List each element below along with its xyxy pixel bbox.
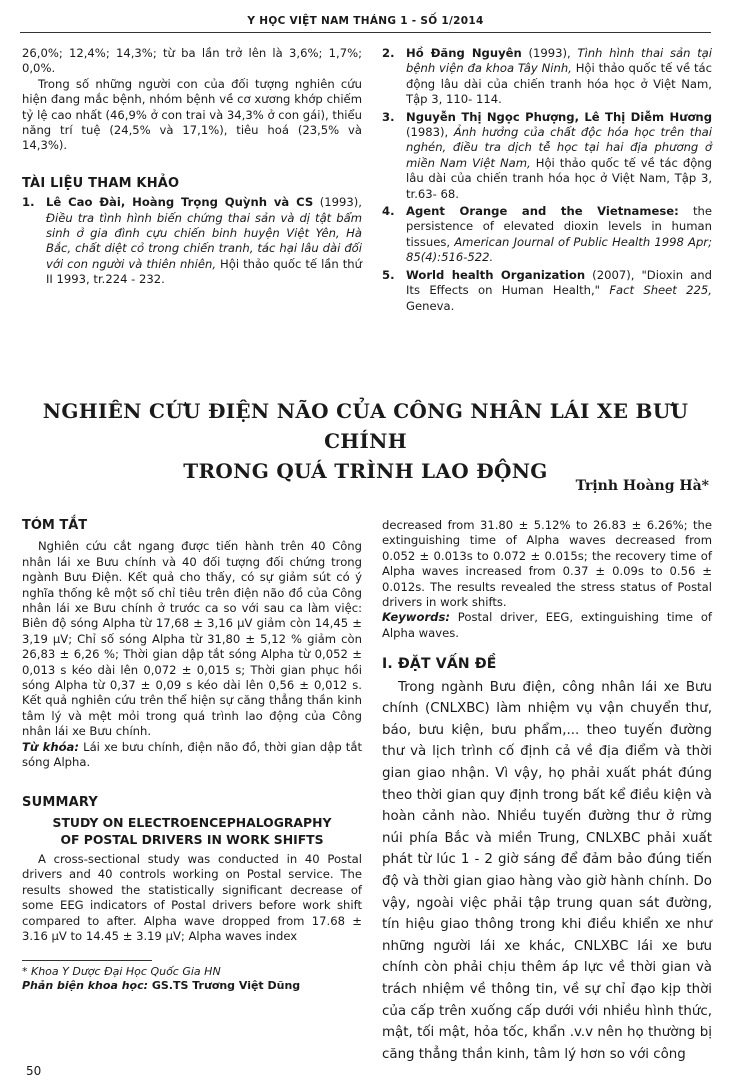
reviewer-label: Phản biện khoa học: <box>22 979 149 993</box>
abstract-keywords <box>22 740 362 771</box>
reference-list <box>22 195 362 287</box>
summary-title-line-2: OF POSTAL DRIVERS IN WORK SHIFTS <box>60 831 324 847</box>
previous-article-conclusion <box>22 46 362 290</box>
introduction-heading: I. ĐẶT VẤN ĐỀ <box>382 656 497 673</box>
summary-continued-column <box>382 518 712 1065</box>
reviewer-name: GS.TS Trương Việt Dũng <box>148 979 301 993</box>
reference-source: Hội thảo quốc tế lần thứ II 1993, tr.224 - 232. <box>46 256 362 287</box>
keywords-label: Từ khóa: <box>22 739 80 754</box>
article-author: Trịnh Hoàng Hà* <box>575 478 709 494</box>
reference-title: Tình hình thai sản tại bệnh viện đa khoa Tây Ninh, <box>406 46 713 76</box>
reference-item <box>22 195 362 287</box>
article-title-line-2: TRONG QUÁ TRÌNH LAO ĐỘNG <box>183 459 548 483</box>
reference-authors: World health Organization <box>406 267 586 282</box>
reference-item <box>382 110 712 202</box>
footnote-divider <box>22 960 152 961</box>
reference-number: 4. <box>382 204 395 219</box>
summary-title-line-1: STUDY ON ELECTROENCEPHALOGRAPHY <box>52 814 332 830</box>
keywords-text: Postal driver, EEG, extinguishing time of Alpha waves. <box>382 610 712 640</box>
reference-year: (1993), <box>313 195 362 210</box>
summary-heading: SUMMARY <box>22 794 98 810</box>
continued-paragraph: 26,0%; 12,4%; 14,3%; từ ba lần trở lên là 3,6%; 1,7%; 0,0%. <box>22 46 362 76</box>
abstract-column <box>22 518 362 993</box>
reference-description: the persistence of elevated dioxin levels in human tissues, <box>406 204 712 249</box>
reference-title: Ảnh hưởng của chất độc hóa học trên thai nghén, điều tra dịch tễ học tại hai địa phương ở miền Nam Việt Nam, <box>406 125 712 170</box>
summary-body-continued: decreased from 31.80 ± 5.12% to 26.83 ± 6.26%; the extinguishing time of Alpha waves decreased from 0.052 ± 0.013s to 0.072 ± 0.015s; the recovery time of Alpha waves increased from 0.37 ± 0.09s to 0.56 ± 0.012s. The results revealed the stress status of Postal drivers in work shifts. <box>382 518 712 610</box>
reference-number: 5. <box>382 267 395 282</box>
summary-keywords <box>382 610 712 641</box>
introduction-body: Trong ngành Bưu điện, công nhân lái xe Bưu chính (CNLXBC) làm nhiệm vụ vận chuyển thư, báo, bưu kiện, bưu phẩm,... theo tuyến đường thư và lịch trình cố định cả về địa điểm và thời gian giao nhận. Vì vậy, họ phải xuất phát đúng theo thời gian quy định trong bất kể điều kiện và hoàn cảnh nào. Nhiều tuyến đường thư ở rừng núi phía Bắc và miền Trung, CNLXBC phải xuất phát từ lúc 1 - 2 giờ sáng để đảm bảo đúng tiến độ và thời gian giao hàng vào giờ hành chính. Do vậy, ngoài việc phải tập trung quan sát đường, tín hiệu giao thông trong khi điều khiển xe như những người lái xe khác, CNLXBC lái xe bưu chính còn phải chịu thêm áp lực về thời gian và trách nhiệm về thông tin, về sự chỉ đạo kịp thời của cấp trên xuống cấp dưới với nhiều hình thức, mật, tối mật, hỏa tốc, khẩn .v.v nên họ thường bị căng thẳng thần kinh, tâm lý hơn so với công <box>382 679 712 1062</box>
reference-source: Hội thảo quốc tế về tác động lâu dài của chiến tranh hóa học ở Việt Nam, Tập 3, tr.63- 68. <box>406 155 712 201</box>
reference-authors: Agent Orange and the Vietnamese: <box>406 204 679 219</box>
reference-source: Geneva. <box>406 298 455 313</box>
reference-year: (1993), <box>521 46 578 60</box>
author-affiliation: * Khoa Y Dược Đại Học Quốc Gia HN <box>22 965 221 979</box>
keywords-label: Keywords: <box>382 610 450 625</box>
conclusion-paragraph: Trong số những người con của đối tượng nghiên cứu hiện đang mắc bệnh, nhóm bệnh về cơ xương khớp chiếm tỷ lệ cao nhất (46,9% ở con trai và 34,3% ở con gái), thiểu năng trí tuệ (24,5% và 17,1%), tiêu hoá (23,5% và 14,3%). <box>22 76 362 153</box>
page-number: 50 <box>26 1064 42 1078</box>
reference-description: (2007), "Dioxin and Its Effects on Human Health," <box>406 267 712 298</box>
article-title-line-1: NGHIÊN CỨU ĐIỆN NÃO CỦA CÔNG NHÂN LÁI XE BƯU CHÍNH <box>42 399 689 453</box>
summary-body: A cross-sectional study was conducted in 40 Postal drivers and 40 controls working on Postal service. The results showed the statistically significant decrease of some EEG indicators of Postal drivers before work shift compared to after. Alpha wave dropped from 17.68 ± 3.16 µV to 14.45 ± 3.19 µV; Alpha waves index <box>22 851 362 943</box>
reference-source: Hội thảo quốc tế về tác động lâu dài của chiến tranh hóa học ở Việt Nam, Tập 3, 110- 114. <box>406 61 712 107</box>
reviewer-note <box>22 979 362 993</box>
reference-number: 1. <box>22 195 35 210</box>
reference-authors: Lê Cao Đài, Hoàng Trọng Quỳnh và CS <box>46 195 314 210</box>
article-title <box>20 396 711 486</box>
reference-year: (1983), <box>406 125 454 140</box>
references-heading: TÀI LIỆU THAM KHẢO <box>22 175 180 191</box>
abstract-heading: TÓM TẮT <box>22 518 88 533</box>
reference-list-2 <box>382 46 712 314</box>
reference-number: 3. <box>382 109 395 124</box>
reference-title: Fact Sheet 225, <box>609 283 712 298</box>
summary-title <box>22 814 362 848</box>
reference-list-continued <box>382 46 712 316</box>
reference-journal: American Journal of Public Health 1998 Apr; 85(4):516-522. <box>406 234 712 265</box>
reference-authors: Nguyễn Thị Ngọc Phượng, Lê Thị Diễm Hương <box>406 109 712 124</box>
reference-number: 2. <box>382 46 395 60</box>
reference-item <box>382 46 712 108</box>
reference-item <box>382 204 712 266</box>
keywords-text: Lái xe bưu chính, điện não đồ, thời gian dập tắt sóng Alpha. <box>22 739 362 770</box>
reference-item <box>382 268 712 314</box>
abstract-body: Nghiên cứu cắt ngang được tiến hành trên 40 Công nhân lái xe Bưu chính và 40 đối tượng đối chứng trong ngành Bưu Điện. Kết quả cho thấy, có sự giảm sút có ý nghĩa thống kê một số chỉ tiêu trên điện não đồ của Công nhân lái xe Bưu chính ở trước ca so với sau ca làm việc: Biên độ sóng Alpha từ 17,68 ± 3,16 µV giảm còn 14,45 ± 3,19 µV; Chỉ số sóng Alpha từ 31,80 ± 5,12 % giảm còn 26,83 ± 6,26 %; Thời gian dập tắt sóng Alpha từ 0,052 ± 0,013 s kéo dài lên 0,072 ± 0,015 s; Thời gian phục hồi sóng Alpha từ 0,37 ± 0,09 s kéo dài lên 0,56 ± 0,012 s. Kết quả nghiên cứu trên thể hiện sự căng thẳng thần kinh tâm lý và mệt mỏi trong quá trình lao động của Công nhân lái xe Bưu chính. <box>22 539 362 739</box>
reference-authors: Hồ Đăng Nguyên <box>406 46 522 60</box>
running-header: Y HỌC VIỆT NAM THÁNG 1 - SỐ 1/2014 <box>20 14 711 33</box>
reference-title: Điều tra tình hình biến chứng thai sản và dị tật bẩm sinh ở gia đình cựu chiến binh huyện Việt Yên, Hà Bắc, chất diệt cỏ trong chiến tranh, tác hại lâu dài đối với con người và thiên nhiên, <box>46 210 362 271</box>
